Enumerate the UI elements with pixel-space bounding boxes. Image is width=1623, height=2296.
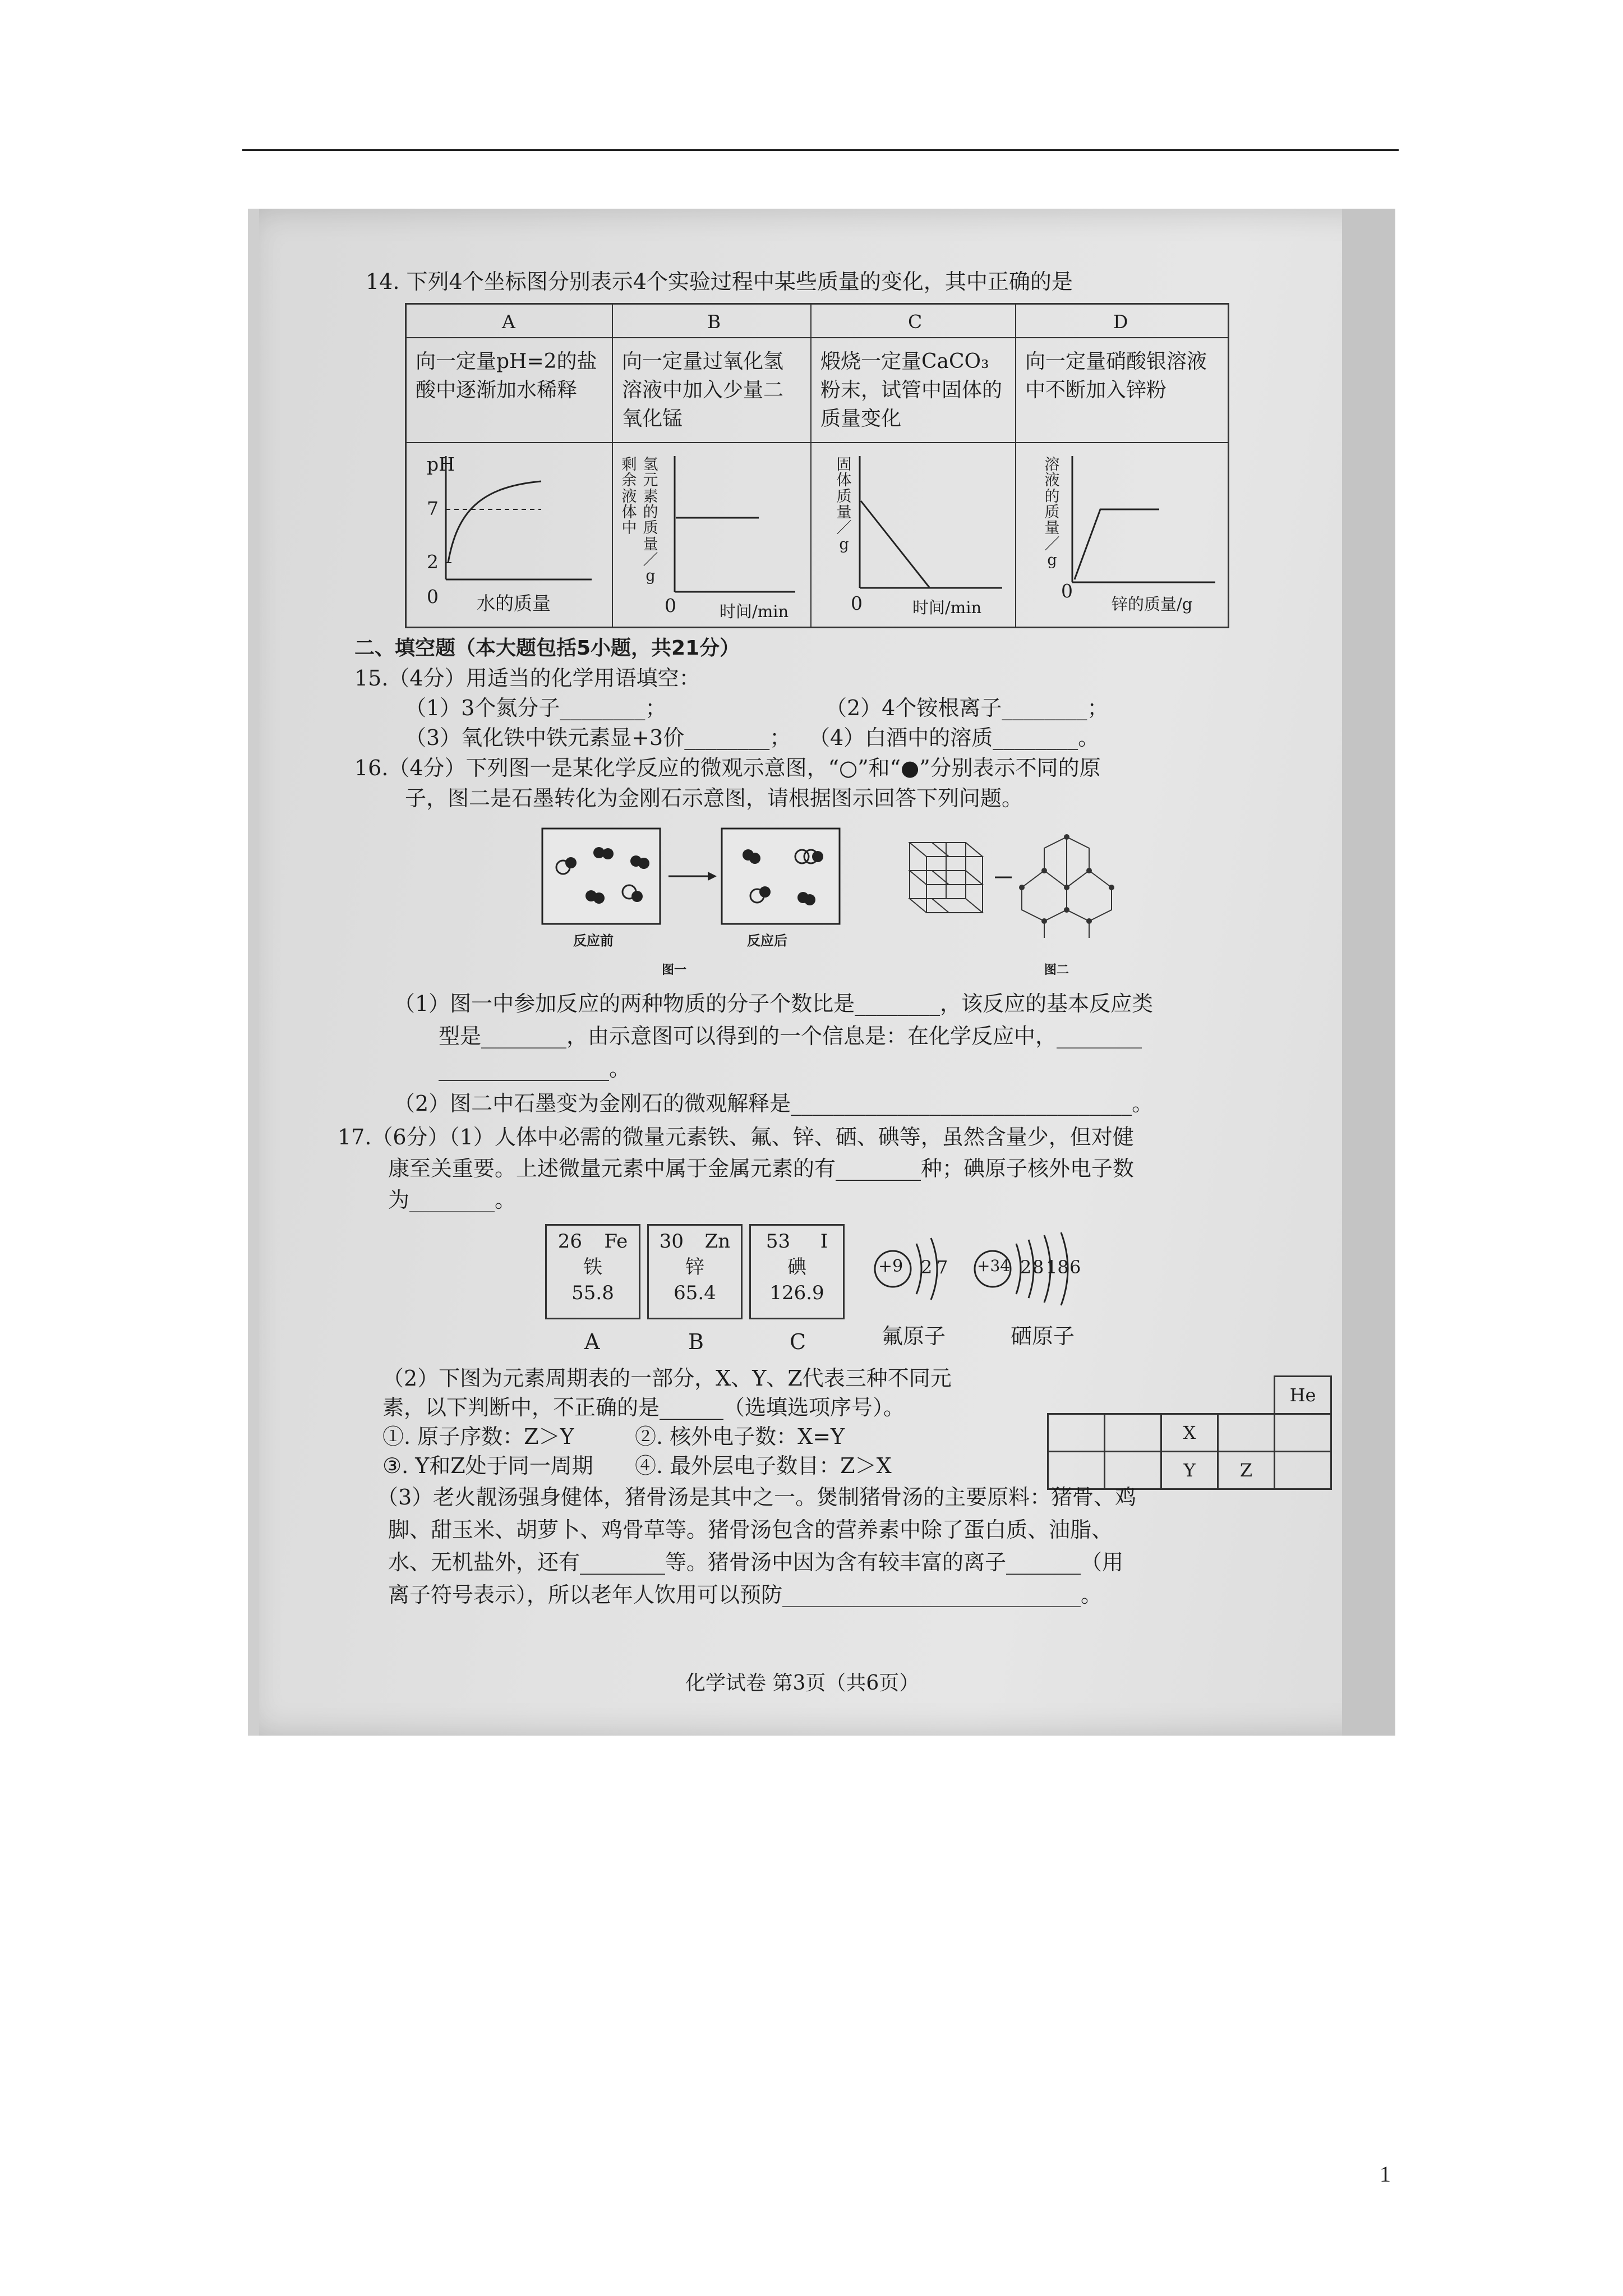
i-name: 碘 bbox=[787, 1255, 806, 1278]
q14-col-d-desc: 向一定量硝酸银溶液中不断加入锌粉 bbox=[1016, 339, 1228, 443]
q17-opt-3: ③. Y和Z处于同一周期 bbox=[382, 1453, 593, 1478]
selenium-label: 硒原子 bbox=[1011, 1324, 1075, 1349]
graph-a-tick-2-label: 2 bbox=[427, 551, 439, 573]
selenium-shell-2-label: 8 bbox=[1032, 1257, 1044, 1278]
q16-part1-a: （1）图一中参加反应的两种物质的分子个数比是________，该反应的基本反应类 bbox=[394, 991, 1154, 1016]
q17-opt-1: ①. 原子序数：Z＞Y bbox=[382, 1424, 574, 1449]
element-letter-c: C bbox=[790, 1329, 806, 1354]
ptable-cell bbox=[1048, 1414, 1105, 1452]
fig1-before-label: 反应前 bbox=[573, 932, 614, 949]
atom-black bbox=[638, 858, 649, 869]
q16-part1-b: 型是________，由示意图可以得到的一个信息是：在化学反应中，________ bbox=[439, 1024, 1142, 1048]
atom-black bbox=[631, 891, 643, 902]
ptable-cell bbox=[1105, 1414, 1161, 1452]
graph-b-ylabel: 氢元素的质量／g bbox=[643, 456, 658, 585]
i-number: 53 bbox=[766, 1230, 791, 1253]
q15-item-2: （2）4个铵根离子________； bbox=[826, 696, 1109, 720]
q14-table bbox=[405, 303, 1229, 628]
ptable-blank bbox=[1105, 1377, 1161, 1414]
graph-d-line bbox=[1075, 509, 1159, 579]
q14-col-b-letter: B bbox=[707, 311, 721, 333]
element-letter-b: B bbox=[688, 1329, 704, 1354]
zn-symbol: Zn bbox=[704, 1230, 731, 1253]
q16-stem-2: 子，图二是石墨转化为金刚石示意图，请根据图示回答下列问题。 bbox=[405, 786, 1023, 811]
graph-c-tick-0: 0 bbox=[851, 592, 863, 614]
ptable-y: Y bbox=[1161, 1452, 1218, 1489]
i-mass: 126.9 bbox=[769, 1281, 824, 1304]
element-card-zn bbox=[647, 1224, 743, 1319]
q14-col-c-desc: 煅烧一定量CaCO₃粉末，试管中固体的质量变化 bbox=[811, 339, 1015, 443]
reaction-arrowhead bbox=[708, 872, 717, 881]
selenium-shell-1-label: 2 bbox=[1020, 1257, 1032, 1278]
fe-number: 26 bbox=[557, 1230, 582, 1253]
zn-mass: 65.4 bbox=[674, 1281, 716, 1304]
q14-col-c-letter: C bbox=[908, 311, 923, 333]
q17-part2-a: （2）下图为元素周期表的一部分，X、Y、Z代表三种不同元 bbox=[382, 1366, 952, 1391]
periodic-table-fragment bbox=[1047, 1375, 1332, 1490]
q17-part3-a: （3）老火靓汤强身健体，猪骨汤是其中之一。煲制猪骨汤的主要原料：猪骨、鸡 bbox=[377, 1485, 1137, 1510]
graph-a-curve bbox=[448, 481, 541, 563]
q14-col-b-desc: 向一定量过氧化氢溶液中加入少量二氧化锰 bbox=[613, 339, 810, 443]
graphite-structure bbox=[910, 843, 983, 913]
q14-stem: 14. 下列4个坐标图分别表示4个实验过程中某些质量的变化，其中正确的是 bbox=[366, 269, 1073, 294]
q16-part1-c: ________________。 bbox=[439, 1056, 631, 1081]
q17-opt-4: ④. 最外层电子数目：Z＞X bbox=[635, 1453, 892, 1478]
element-card-i bbox=[749, 1224, 845, 1319]
q16-part2: （2）图二中石墨变为金刚石的微观解释是________________________________。 bbox=[394, 1091, 1154, 1116]
ptable-cell bbox=[1275, 1414, 1331, 1452]
q15-item-3: （3）氧化铁中铁元素显+3价________； bbox=[405, 725, 791, 750]
graph-c-xlabel: 时间/min bbox=[912, 598, 982, 617]
fig1-after-label: 反应后 bbox=[747, 932, 787, 949]
ptable-blank bbox=[1161, 1377, 1218, 1414]
q14-graph-c bbox=[811, 445, 1015, 627]
graph-d-xlabel: 锌的质量/g bbox=[1112, 595, 1193, 614]
q17-part3-d: 离子符号表示），所以老年人饮用可以预防____________________________。 bbox=[388, 1582, 1103, 1607]
fluorine-label: 氟原子 bbox=[882, 1324, 946, 1349]
atom-black bbox=[812, 851, 823, 862]
ptable-he: He bbox=[1275, 1377, 1331, 1414]
ptable-cell bbox=[1218, 1414, 1275, 1452]
fluorine-nucleus-label: +9 bbox=[878, 1257, 903, 1276]
graph-a-tick-7: 7 bbox=[427, 498, 439, 519]
q17-stem-2: 康至关重要。上述微量元素中属于金属元素的有________种；碘原子核外电子数 bbox=[388, 1156, 1135, 1181]
selenium-shell-3-label: 18 bbox=[1046, 1257, 1069, 1278]
section2-title: 二、填空题（本大题包括5小题，共21分） bbox=[354, 637, 740, 660]
photo-right-edge bbox=[1342, 209, 1395, 1736]
q17-part3-c: 水、无机盐外，还有________等。猪骨汤中因为含有较丰富的离子_______（用 bbox=[388, 1550, 1124, 1575]
graph-d-tick-0: 0 bbox=[1061, 580, 1073, 602]
graph-b-ylabel-side: 剩余液体中 bbox=[621, 456, 637, 537]
ptable-x: X bbox=[1161, 1414, 1218, 1452]
q14-graph-a bbox=[407, 445, 612, 627]
fig1-label: 图一 bbox=[662, 963, 687, 977]
q14-graph-d bbox=[1016, 445, 1228, 627]
q17-stem-1: 17.（6分）（1）人体中必需的微量元素铁、氟、锌、硒、碘等，虽然含量少，但对健 bbox=[338, 1125, 1134, 1149]
ptable-blank bbox=[1218, 1377, 1275, 1414]
i-symbol: I bbox=[820, 1230, 828, 1253]
q17-stem-3: 为________。 bbox=[388, 1188, 517, 1212]
atom-black bbox=[759, 886, 771, 898]
q15-item-1: （1）3个氮分子________； bbox=[405, 696, 667, 720]
q15-item-4: （4）白酒中的溶质________。 bbox=[809, 725, 1100, 750]
ptable-z: Z bbox=[1218, 1452, 1275, 1489]
ptable-cell bbox=[1275, 1452, 1331, 1489]
header-rule bbox=[242, 149, 1399, 151]
graph-b-tick-0: 0 bbox=[665, 595, 676, 616]
photo-left-edge bbox=[248, 209, 259, 1736]
exam-footer: 化学试卷 第3页（共6页） bbox=[685, 1672, 920, 1695]
graph-c-ylabel: 固体质量／g bbox=[836, 456, 852, 553]
fe-symbol: Fe bbox=[604, 1230, 628, 1253]
fluorine-shell-2-label: 7 bbox=[937, 1257, 948, 1278]
q14-graph-b bbox=[613, 445, 810, 627]
after-box bbox=[722, 829, 840, 924]
q17-part2-b: 素，以下判断中，不正确的是______（选填选项序号）。 bbox=[382, 1395, 905, 1420]
zn-number: 30 bbox=[659, 1230, 684, 1253]
q16-figures-svg bbox=[540, 826, 1128, 972]
element-card-fe bbox=[545, 1224, 640, 1319]
graph-c-line bbox=[861, 501, 929, 587]
element-letter-a: A bbox=[584, 1329, 600, 1354]
fe-mass: 55.8 bbox=[571, 1281, 614, 1304]
q15-stem: 15.（4分）用适当的化学用语填空： bbox=[354, 666, 700, 691]
fe-name: 铁 bbox=[583, 1255, 602, 1278]
page-number: 1 bbox=[1380, 2161, 1391, 2187]
atom-black bbox=[593, 892, 605, 904]
before-box bbox=[542, 829, 660, 924]
fig2-label: 图二 bbox=[1044, 963, 1069, 977]
graph-a-xlabel: 水的质量 bbox=[477, 592, 551, 614]
graph-b-xlabel: 时间/min bbox=[720, 602, 789, 621]
q14-col-a-letter: A bbox=[502, 311, 515, 333]
exam-photo bbox=[248, 209, 1395, 1736]
selenium-shell-4-label: 6 bbox=[1069, 1257, 1081, 1278]
q14-header-row bbox=[407, 305, 1228, 338]
q14-col-a-desc: 向一定量pH=2的盐酸中逐渐加水稀释 bbox=[407, 339, 612, 443]
atom-black bbox=[602, 848, 614, 859]
graph-d-ylabel: 溶液的质量／g bbox=[1044, 456, 1060, 569]
q17-part3-b: 脚、甜玉米、胡萝卜、鸡骨草等。猪骨汤包含的营养素中除了蛋白质、油脂、 bbox=[388, 1517, 1113, 1542]
selenium-nucleus-label: +34 bbox=[977, 1257, 1011, 1275]
q17-opt-2: ②. 核外电子数：X=Y bbox=[635, 1424, 845, 1449]
q14-col-d-letter: D bbox=[1113, 311, 1128, 333]
fluorine-shell-1-label: 2 bbox=[921, 1257, 933, 1278]
atom-black bbox=[804, 894, 815, 905]
ptable-blank bbox=[1048, 1377, 1105, 1414]
atom-black bbox=[565, 857, 577, 868]
q16-stem-1: 16.（4分）下列图一是某化学反应的微观示意图，“○”和“●”分别表示不同的原 bbox=[354, 756, 1101, 780]
graph-a-ylabel: pH bbox=[427, 453, 455, 475]
atom-black bbox=[749, 853, 760, 864]
graph-a-tick-0: 0 bbox=[427, 586, 439, 608]
zn-name: 锌 bbox=[685, 1255, 704, 1278]
